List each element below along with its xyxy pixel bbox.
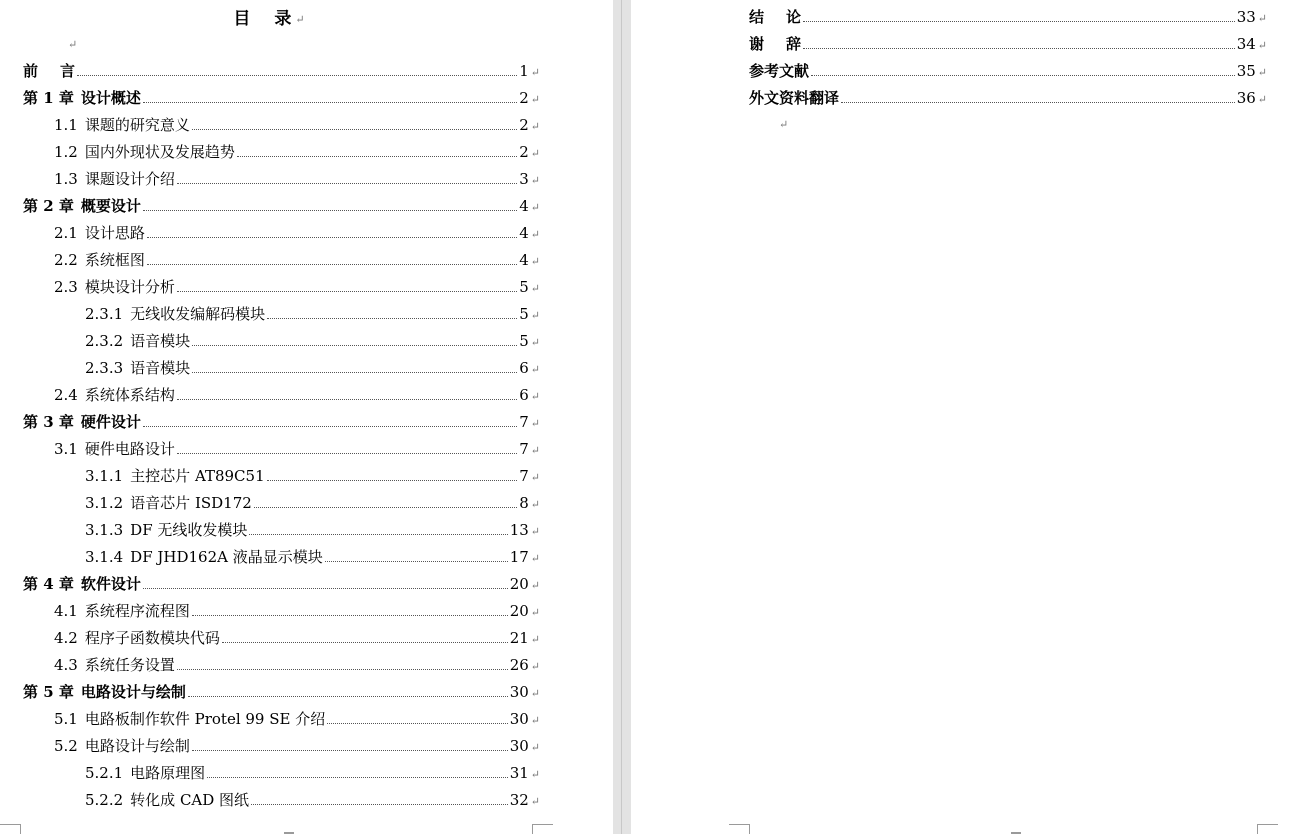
toc-entry[interactable] (54, 112, 540, 139)
toc-dot-leader (325, 560, 508, 562)
toc-heading (0, 4, 540, 29)
toc-entry-title: 语音芯片 ISD172 (130, 494, 252, 512)
toc-entry-title: 硬件设计 (80, 413, 141, 431)
toc-dot-leader (192, 128, 517, 130)
toc-page-number: 30 (509, 737, 529, 755)
toc-entry-title: 电路原理图 (130, 764, 206, 782)
paragraph-mark: ↵ (530, 552, 540, 565)
toc-entry-number: 3.1.4 (85, 548, 124, 566)
toc-entry[interactable] (23, 409, 540, 436)
toc-entry[interactable] (23, 85, 540, 112)
toc-dot-leader (143, 209, 517, 211)
paragraph-mark: ↵ (530, 255, 540, 268)
toc-dot-leader (803, 20, 1235, 22)
toc-entry-title: 辞 (786, 35, 802, 53)
toc-entry-number: 4.3 (54, 656, 78, 674)
toc-entry-title: 系统任务设置 (84, 656, 175, 674)
toc-dot-leader (254, 506, 517, 508)
paragraph-mark: ↵ (530, 201, 540, 214)
toc-entry-number: 5.2.2 (85, 791, 124, 809)
paragraph-mark: ↵ (530, 714, 540, 727)
toc-entry-number: 2.2 (54, 251, 78, 269)
toc-entry-title: DF JHD162A 液晶显示模块 (130, 548, 323, 566)
toc-entry[interactable] (54, 706, 540, 733)
toc-entry-title: 模块设计分析 (84, 278, 175, 296)
toc-entry[interactable] (23, 58, 540, 85)
toc-dot-leader (177, 452, 517, 454)
toc-entry-title: 国内外现状及发展趋势 (84, 143, 235, 161)
empty-paragraph-mark: ↵ (779, 118, 789, 131)
toc-entry-title: 转化成 CAD 图纸 (130, 791, 250, 809)
toc-entry[interactable] (85, 463, 540, 490)
toc-entry-number: 1.2 (54, 143, 78, 161)
paragraph-mark: ↵ (530, 417, 540, 430)
paragraph-mark: ↵ (530, 66, 540, 79)
toc-entry-number: 第 4 章 (23, 575, 74, 593)
toc-entry-number: 2.4 (54, 386, 78, 404)
toc-page-number: 5 (519, 332, 529, 350)
toc-entry-title: 主控芯片 AT89C51 (130, 467, 265, 485)
toc-entry[interactable] (85, 301, 540, 328)
toc-page-number: 7 (519, 413, 529, 431)
toc-page-number: 5 (519, 305, 529, 323)
toc-page-number: 21 (509, 629, 529, 647)
toc-entry-title: 言 (60, 62, 76, 80)
toc-entry-title: DF 无线收发模块 (130, 521, 248, 539)
toc-entry-number: 2.3 (54, 278, 78, 296)
paragraph-mark: ↵ (530, 660, 540, 673)
toc-page-number: 20 (509, 575, 529, 593)
toc-entry-title: 语音模块 (130, 332, 191, 350)
toc-entry[interactable] (54, 436, 540, 463)
toc-page-number: 2 (519, 143, 529, 161)
toc-dot-leader (251, 803, 508, 805)
toc-page-number: 4 (519, 224, 529, 242)
paragraph-mark: ↵ (1257, 93, 1267, 106)
toc-entry-number: 1.1 (54, 116, 78, 134)
paragraph-mark: ↵ (530, 336, 540, 349)
toc-entry-title: 电路设计与绘制 (80, 683, 186, 701)
toc-dot-leader (143, 101, 517, 103)
paragraph-mark: ↵ (1257, 39, 1267, 52)
empty-paragraph-mark: ↵ (68, 38, 78, 51)
toc-entry-number: 1.3 (54, 170, 78, 188)
toc-entry-number: 前 (23, 62, 39, 80)
paragraph-mark: ↵ (530, 228, 540, 241)
document-page-left (0, 0, 613, 834)
toc-entry-title: 系统框图 (84, 251, 145, 269)
toc-entry-number: 5.1 (54, 710, 78, 728)
paragraph-mark: ↵ (530, 606, 540, 619)
paragraph-mark: ↵ (530, 390, 540, 403)
paragraph-mark: ↵ (530, 147, 540, 160)
toc-dot-leader (177, 398, 517, 400)
toc-entry-number: 第 1 章 (23, 89, 74, 107)
toc-page-number: 26 (509, 656, 529, 674)
toc-entry[interactable] (749, 4, 1267, 31)
toc-entry-title: 设计思路 (84, 224, 145, 242)
paragraph-mark: ↵ (1257, 12, 1267, 25)
page-gutter (613, 0, 631, 834)
paragraph-mark: ↵ (530, 120, 540, 133)
toc-dot-leader (188, 695, 508, 697)
toc-entry[interactable] (85, 355, 540, 382)
toc-page-number: 3 (519, 170, 529, 188)
toc-entry[interactable] (749, 31, 1267, 58)
toc-entry-number: 2.1 (54, 224, 78, 242)
toc-entry[interactable] (54, 625, 540, 652)
toc-entry-number: 3.1 (54, 440, 78, 458)
toc-dot-leader (143, 425, 517, 427)
toc-dot-leader (177, 290, 517, 292)
toc-entry-number: 第 3 章 (23, 413, 74, 431)
toc-entry[interactable] (23, 193, 540, 220)
paragraph-mark: ↵ (530, 687, 540, 700)
toc-entry[interactable] (85, 544, 540, 571)
toc-dot-leader (249, 533, 507, 535)
toc-dot-leader (267, 317, 517, 319)
toc-heading-char-2: 录 (274, 9, 294, 29)
toc-dot-leader (177, 182, 517, 184)
toc-entry-title: 软件设计 (80, 575, 141, 593)
toc-page-number: 33 (1236, 8, 1256, 26)
toc-entry[interactable] (54, 166, 540, 193)
toc-entry[interactable] (85, 760, 540, 787)
toc-entry-number: 结 (749, 8, 765, 26)
toc-entry-title: 论 (786, 8, 802, 26)
toc-dot-leader (237, 155, 517, 157)
toc-page-number: 2 (519, 89, 529, 107)
toc-entry-number: 4.2 (54, 629, 78, 647)
toc-entry[interactable] (54, 220, 540, 247)
toc-page-number: 6 (519, 386, 529, 404)
paragraph-mark: ↵ (530, 282, 540, 295)
paragraph-mark: ↵ (530, 471, 540, 484)
page-corner-mark (532, 824, 553, 834)
paragraph-mark: ↵ (530, 795, 540, 808)
toc-entry-number: 第 5 章 (23, 683, 74, 701)
paragraph-mark: ↵ (1257, 66, 1267, 79)
toc-dot-leader (192, 749, 508, 751)
toc-entry-number: 2.3.3 (85, 359, 124, 377)
toc-dot-leader (811, 74, 1235, 76)
paragraph-mark: ↵ (530, 579, 540, 592)
toc-page-number: 32 (509, 791, 529, 809)
paragraph-mark: ↵ (530, 363, 540, 376)
toc-page-number: 1 (519, 62, 529, 80)
toc-page-number: 7 (519, 440, 529, 458)
toc-entry-title: 设计概述 (80, 89, 141, 107)
paragraph-mark: ↵ (530, 174, 540, 187)
toc-entry[interactable] (749, 85, 1267, 112)
page-corner-mark (0, 824, 21, 834)
toc-entry[interactable] (54, 274, 540, 301)
toc-dot-leader (77, 74, 517, 76)
toc-entry[interactable] (85, 787, 540, 814)
toc-page-number: 17 (509, 548, 529, 566)
paragraph-mark: ↵ (530, 633, 540, 646)
toc-dot-leader (841, 101, 1235, 103)
toc-page-number: 2 (519, 116, 529, 134)
toc-entry-number: 第 2 章 (23, 197, 74, 215)
toc-page-number: 31 (509, 764, 529, 782)
toc-entry[interactable] (54, 247, 540, 274)
toc-page-number: 35 (1236, 62, 1256, 80)
toc-page-number: 4 (519, 251, 529, 269)
toc-entry-number: 3.1.1 (85, 467, 124, 485)
toc-entry-number: 2.3.1 (85, 305, 124, 323)
toc-dot-leader (147, 263, 517, 265)
toc-page-number: 13 (509, 521, 529, 539)
toc-page-number: 8 (519, 494, 529, 512)
toc-entry-number: 2.3.2 (85, 332, 124, 350)
toc-page-number: 30 (509, 710, 529, 728)
toc-entry[interactable] (23, 679, 540, 706)
toc-entry[interactable] (85, 490, 540, 517)
toc-entry[interactable] (54, 733, 540, 760)
toc-entry-title: 电路设计与绘制 (84, 737, 190, 755)
toc-entry-title: 参考文献 (749, 62, 810, 80)
toc-entry-number: 3.1.2 (85, 494, 124, 512)
toc-dot-leader (177, 668, 508, 670)
toc-entry-title: 课题的研究意义 (84, 116, 190, 134)
toc-entry-title: 程序子函数模块代码 (84, 629, 220, 647)
toc-entry-number: 5.2 (54, 737, 78, 755)
toc-heading-char-1: 目 (233, 9, 253, 29)
toc-dot-leader (192, 371, 517, 373)
toc-page-number: 5 (519, 278, 529, 296)
toc-entry-title: 系统程序流程图 (84, 602, 190, 620)
paragraph-mark: ↵ (530, 741, 540, 754)
toc-entry-number: 5.2.1 (85, 764, 124, 782)
toc-page-number: 36 (1236, 89, 1256, 107)
toc-entry-title: 概要设计 (80, 197, 141, 215)
toc-entry-title: 语音模块 (130, 359, 191, 377)
toc-dot-leader (207, 776, 508, 778)
toc-page-number: 34 (1236, 35, 1256, 53)
page-corner-mark (1257, 824, 1278, 834)
toc-entry-title: 课题设计介绍 (84, 170, 175, 188)
paragraph-mark: ↵ (530, 498, 540, 511)
paragraph-mark: ↵ (530, 525, 540, 538)
toc-entry[interactable] (54, 382, 540, 409)
toc-entry[interactable] (54, 139, 540, 166)
paragraph-mark: ↵ (530, 309, 540, 322)
toc-dot-leader (222, 641, 508, 643)
toc-entry-title: 系统体系结构 (84, 386, 175, 404)
paragraph-mark: ↵ (295, 13, 307, 26)
toc-page-number: 30 (509, 683, 529, 701)
toc-entry[interactable] (54, 598, 540, 625)
toc-entry-title: 外文资料翻译 (749, 89, 840, 107)
toc-entry-number: 谢 (749, 35, 765, 53)
toc-dot-leader (192, 344, 517, 346)
toc-dot-leader (267, 479, 518, 481)
page-corner-mark (729, 824, 750, 834)
paragraph-mark: ↵ (530, 768, 540, 781)
toc-page-number: 20 (509, 602, 529, 620)
toc-entry[interactable] (85, 517, 540, 544)
toc-page-number: 6 (519, 359, 529, 377)
toc-entry-title: 无线收发编解码模块 (130, 305, 266, 323)
toc-dot-leader (192, 614, 508, 616)
paragraph-mark: ↵ (530, 93, 540, 106)
toc-page-number: 7 (519, 467, 529, 485)
toc-page-number: 4 (519, 197, 529, 215)
toc-dot-leader (147, 236, 517, 238)
toc-entry-title: 硬件电路设计 (84, 440, 175, 458)
toc-entry-number: 3.1.3 (85, 521, 124, 539)
toc-entry-title: 电路板制作软件 Protel 99 SE 介绍 (84, 710, 326, 728)
toc-dot-leader (143, 587, 508, 589)
document-page-right (631, 0, 1307, 834)
toc-dot-leader (327, 722, 507, 724)
toc-entry[interactable] (85, 328, 540, 355)
paragraph-mark: ↵ (530, 444, 540, 457)
toc-entry[interactable] (54, 652, 540, 679)
toc-entry[interactable] (23, 571, 540, 598)
toc-dot-leader (803, 47, 1235, 49)
toc-entry-number: 4.1 (54, 602, 78, 620)
toc-entry[interactable] (749, 58, 1267, 85)
